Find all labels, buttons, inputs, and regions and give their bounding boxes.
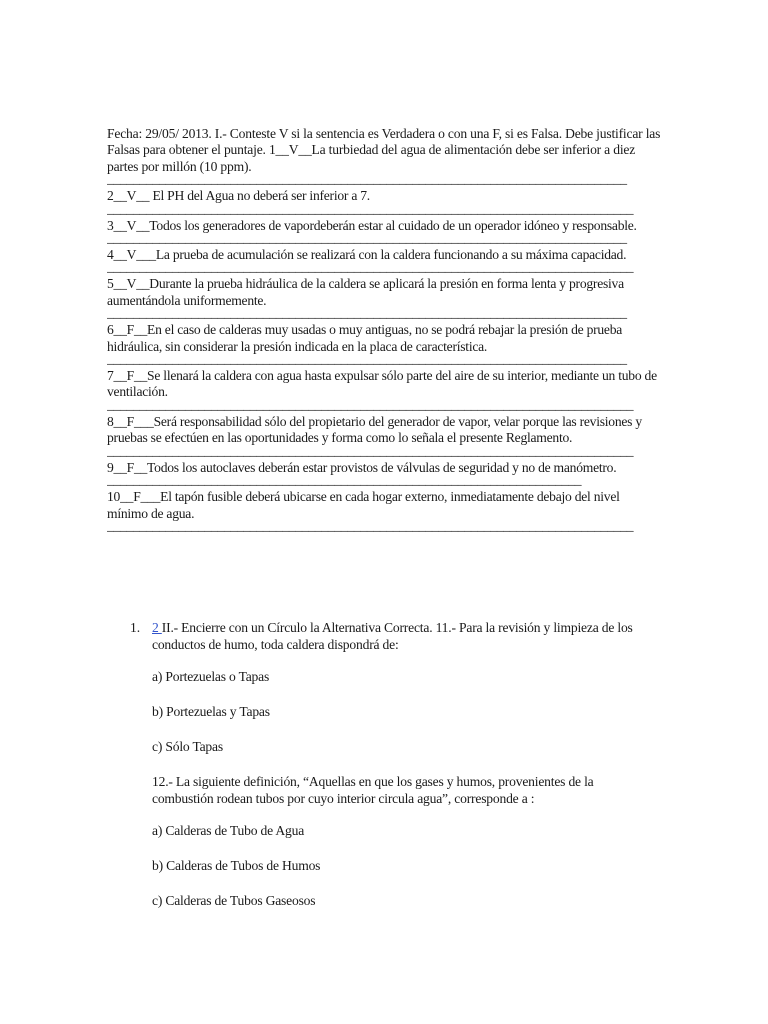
answer-line: ________________________________________________________________________________ xyxy=(107,231,627,246)
q12-option-a: a) Calderas de Tubo de Agua xyxy=(152,823,305,838)
answer-line: ________________________________________________________________________________ xyxy=(107,172,627,187)
question-5: 5__V__Durante la prueba hidráulica de la caldera se aplicará la presión en forma lenta y progresiva aumentándola uniformemente. xyxy=(107,276,624,308)
answer-line: _________________________________________________________________________________ xyxy=(107,397,634,412)
section-heading xyxy=(152,619,660,653)
question-10: 10__F___El tapón fusible deberá ubicarse en cada hogar externo, inmediatamente debajo del nivel mínimo de agua. xyxy=(107,489,620,521)
intro-paragraph: Fecha: 29/05/ 2013. I.- Conteste V si la sentencia es Verdadera o con una F, si es Falsa. Debe justificar las Falsas para obtener el puntaje. 1__V__La turbiedad del agua de alimentación debe ser inferior a diez partes por millón (10 ppm). xyxy=(107,126,661,174)
answer-line: _________________________________________________________________________ xyxy=(107,473,582,488)
q11-option-b: b) Portezuelas y Tapas xyxy=(152,704,270,719)
q11-option-a: a) Portezuelas o Tapas xyxy=(152,669,270,684)
question-8: 8__F___Será responsabilidad sólo del propietario del generador de vapor, velar porque las revisiones y pruebas se efectúen en las oportunidades y forma como lo señala el presente Reglamento. xyxy=(107,413,642,446)
list-item xyxy=(130,619,660,653)
section-heading-text: II.- Encierre con un Círculo la Alternativa Correcta. 11.- Para la revisión y limpieza de los conductos de humo, toda caldera dispondrá de: xyxy=(152,620,633,652)
question-7: 7__F__Se llenará la caldera con agua hasta expulsar sólo parte del aire de su interior, mediante un tubo de ventilación. xyxy=(107,368,657,400)
answer-line: _________________________________________________________________________________ xyxy=(107,518,634,533)
question-6: 6__F__En el caso de calderas muy usadas o muy antiguas, no se podrá rebajar la presión de prueba hidráulica, sin considerar la presión indicada en la placa de característica. xyxy=(107,322,623,354)
q12-option-c: c) Calderas de Tubos Gaseosos xyxy=(152,893,316,908)
q11-option-c: c) Sólo Tapas xyxy=(152,739,223,754)
part-two-multiple-choice xyxy=(130,619,660,653)
answer-line: _________________________________________________________________________________ xyxy=(107,443,634,458)
list-number: 1. xyxy=(130,620,141,635)
question-9: 9__F__Todos los autoclaves deberán estar provistos de válvulas de seguridad y no de manómetro. xyxy=(107,459,617,475)
question-4: 4__V___La prueba de acumulación se realizará con la caldera funcionando a su máxima capacidad. xyxy=(107,247,627,263)
part-one-true-false xyxy=(107,126,663,533)
answer-line: ________________________________________________________________________________ xyxy=(107,306,627,321)
page-link[interactable]: 2 xyxy=(152,620,162,635)
question-12: 12.- La siguiente definición, “Aquellas en que los gases y humos, provenientes de la combustión rodean tubos por cuyo interior circula agua”, corresponde a : xyxy=(152,774,594,806)
answer-line: _________________________________________________________________________________ xyxy=(107,201,634,216)
answer-line: ________________________________________________________________________________ xyxy=(107,352,627,367)
question-3: 3__V__Todos los generadores de vapordeberán estar al cuidado de un operador idóneo y responsable. xyxy=(107,217,637,233)
question-2: 2__V__ El PH del Agua no deberá ser inferior a 7. xyxy=(107,188,370,204)
q12-option-b: b) Calderas de Tubos de Humos xyxy=(152,858,321,873)
answer-line: _________________________________________________________________________________ xyxy=(107,260,634,275)
